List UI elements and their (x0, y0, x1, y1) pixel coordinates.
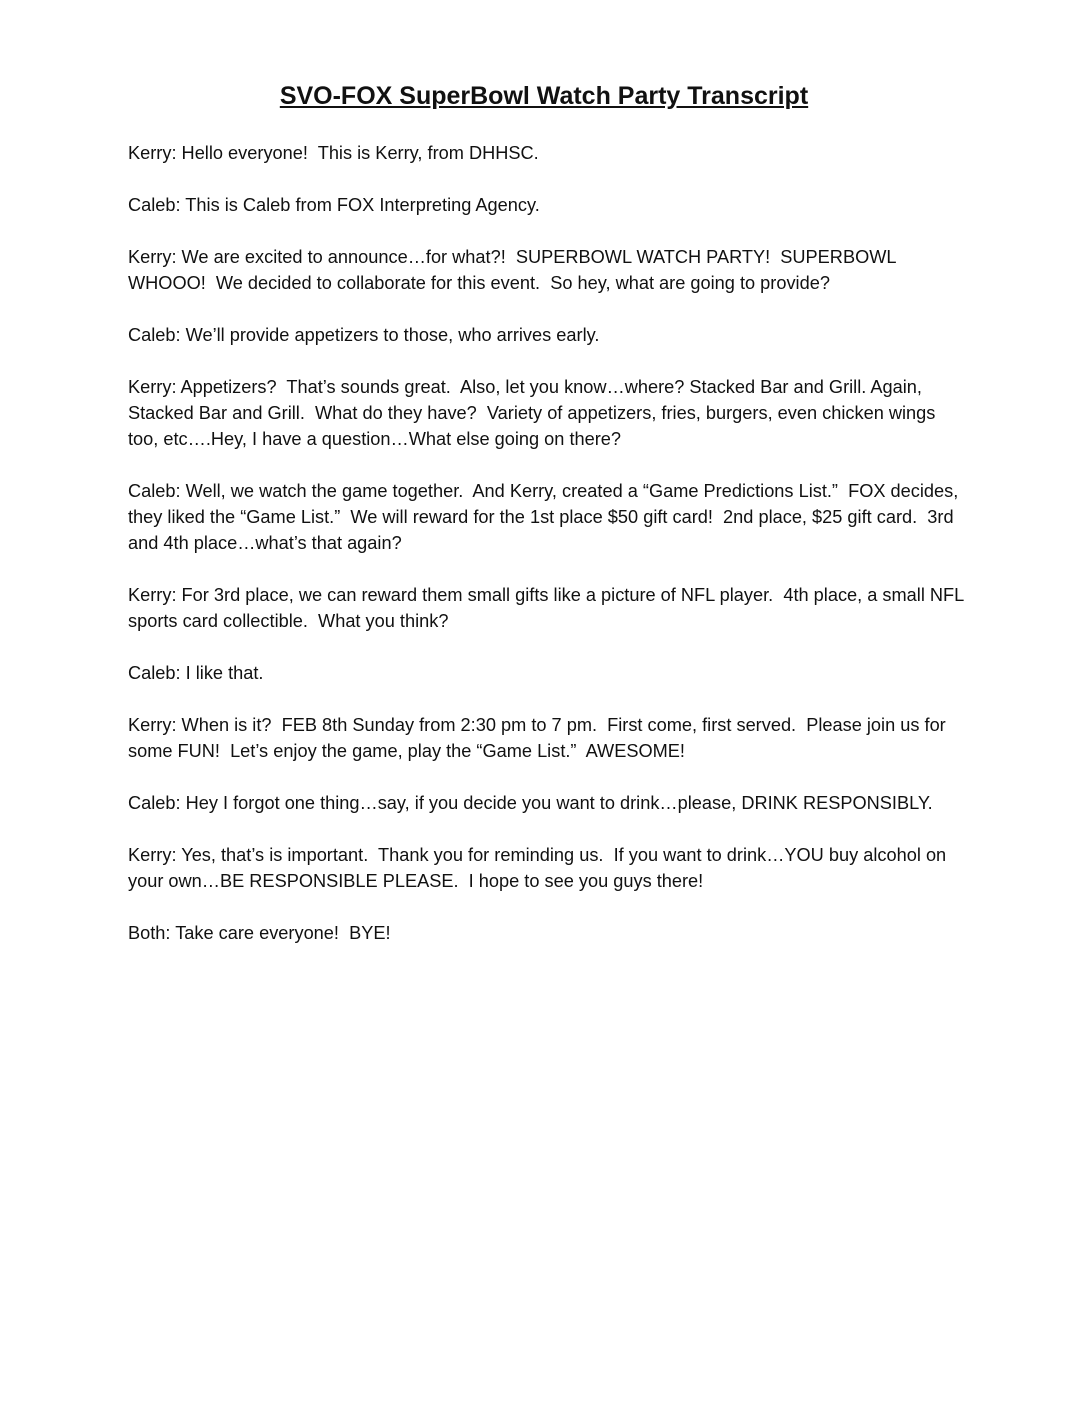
transcript-paragraph: Caleb: This is Caleb from FOX Interpreting Agency. (128, 195, 540, 215)
document-title: SVO-FOX SuperBowl Watch Party Transcript (279, 82, 809, 110)
transcript-paragraph: Caleb: Well, we watch the game together. And Kerry, created a “Game Predictions List.” FOX decides, they liked the “Game List.” We will reward for the 1st place $50 gift card! 2nd place, $25 gift card. 3rd and 4th place…what’s that again? (128, 481, 964, 553)
transcript-paragraph: Kerry: Appetizers? That’s sounds great. Also, let you know…where? Stacked Bar and Grill. Again, Stacked Bar and Grill. What do they have? Variety of appetizers, fries, burgers, even chicken wings too, etc….Hey, I have a question…What else going on there? (128, 377, 941, 449)
transcript-paragraph: Kerry: We are excited to announce…for what?! SUPERBOWL WATCH PARTY! SUPERBOWL WHOOO! We decided to collaborate for this event. So hey, what are going to provide? (128, 247, 901, 293)
transcript-paragraph: Caleb: Hey I forgot one thing…say, if you decide you want to drink…please, DRINK RESPONSIBLY. (128, 793, 933, 813)
transcript-paragraph: Caleb: I like that. (128, 663, 264, 683)
transcript-paragraph: Kerry: Yes, that’s is important. Thank you for reminding us. If you want to drink…YOU buy alcohol on your own…BE RESPONSIBLE PLEASE. I hope to see you guys there! (128, 845, 952, 891)
transcript-paragraph: Kerry: Hello everyone! This is Kerry, from DHHSC. (128, 143, 539, 163)
transcript-paragraph: Kerry: When is it? FEB 8th Sunday from 2:30 pm to 7 pm. First come, first served. Please join us for some FUN! Let’s enjoy the game, play the “Game List.” AWESOME! (128, 715, 951, 761)
transcript-paragraph: Kerry: For 3rd place, we can reward them small gifts like a picture of NFL player. 4th place, a small NFL sports card collectible. What you think? (128, 585, 969, 631)
transcript-paragraph: Caleb: We’ll provide appetizers to those, who arrives early. (128, 325, 600, 345)
transcript-body (128, 140, 968, 972)
transcript-paragraph: Both: Take care everyone! BYE! (128, 923, 391, 943)
